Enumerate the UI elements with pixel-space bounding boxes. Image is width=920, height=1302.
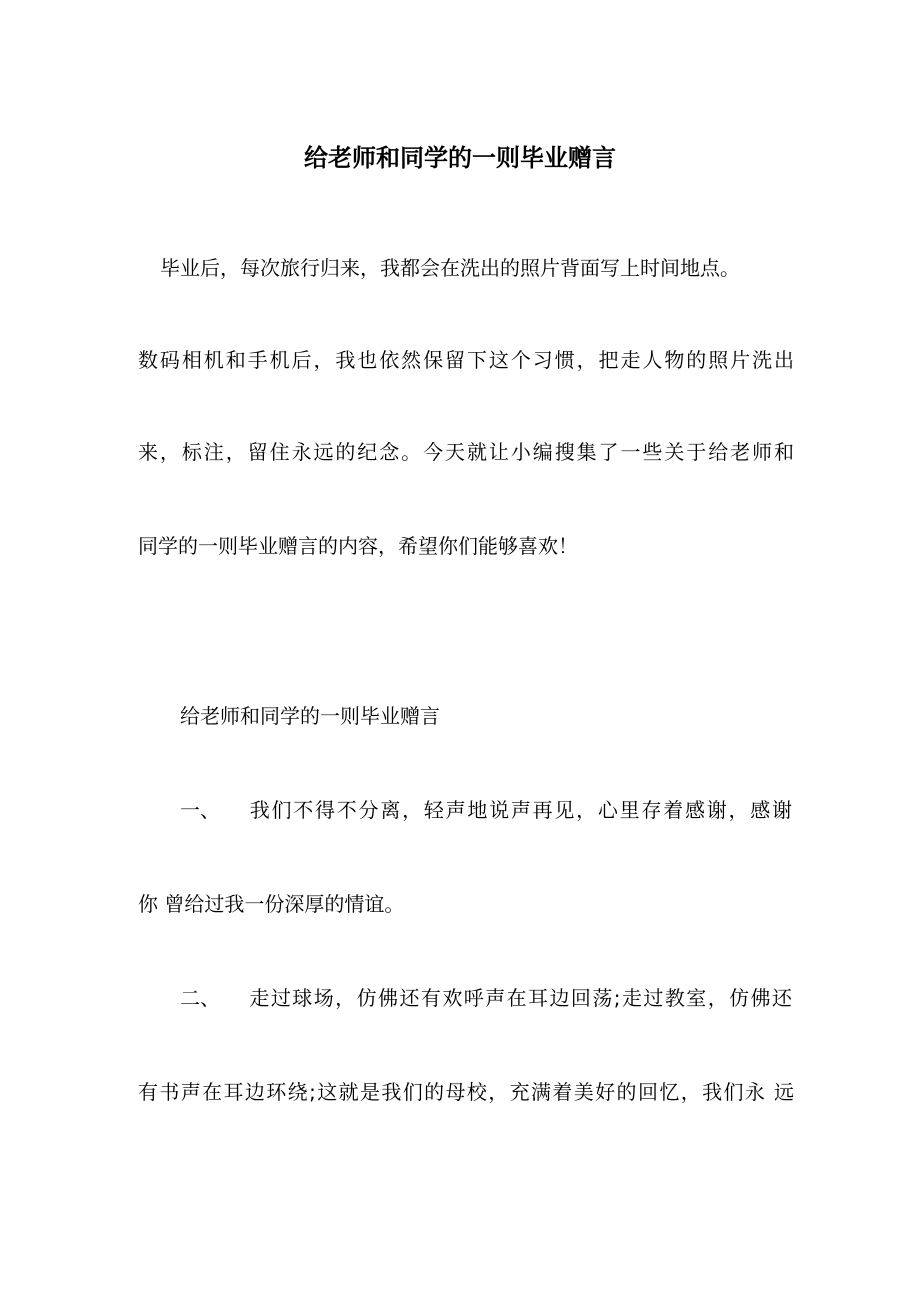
intro-line-3: 来，标注，留住永远的纪念。今天就让小编搜集了一些关于给老师和 <box>138 440 794 464</box>
list-item-2-continuation: 有书声在耳边环绕;这就是我们的母校，充满着美好的回忆，我们永 远 <box>138 1080 794 1104</box>
list-item-1-first-line <box>180 796 792 824</box>
intro-line-4: 同学的一则毕业赠言的内容，希望你们能够喜欢！ <box>138 534 578 558</box>
list-item-1-number: 一、 <box>180 798 220 822</box>
list-item-2-number: 二、 <box>180 986 220 1010</box>
list-item-2-first-line <box>180 984 792 1012</box>
list-item-1-continuation: 你 曾给过我一份深厚的情谊。 <box>138 892 405 916</box>
list-item-2-text: 走过球场，仿佛还有欢呼声在耳边回荡;走过教室，仿佛还 <box>248 986 792 1010</box>
document-title: 给老师和同学的一则毕业赠言 <box>304 144 616 172</box>
intro-line-2: 数码相机和手机后，我也依然保留下这个习惯，把走人物的照片洗出 <box>138 348 794 372</box>
intro-line-1: 毕业后，每次旅行归来，我都会在洗出的照片背面写上时间地点。 <box>160 256 740 280</box>
list-item-1-text: 我们不得不分离，轻声地说声再见，心里存着感谢，感谢 <box>248 798 792 822</box>
section-heading: 给老师和同学的一则毕业赠言 <box>180 704 440 728</box>
